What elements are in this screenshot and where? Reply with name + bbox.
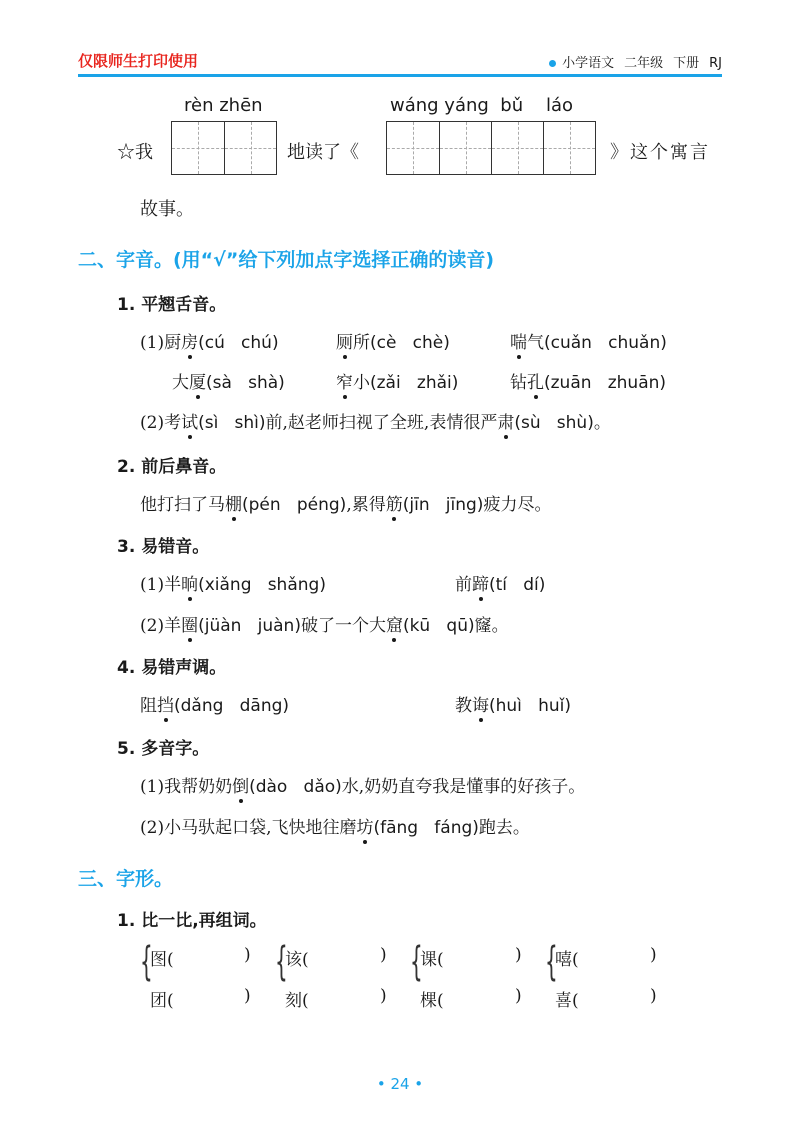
tianzige-cell[interactable] (439, 122, 491, 174)
group3-top[interactable]: 课( (420, 950, 444, 970)
dotted-char: 孔 (527, 373, 544, 393)
group4-top[interactable]: 嘻( (555, 950, 579, 970)
edition: RJ (709, 56, 722, 71)
group2-top[interactable]: 该( (285, 950, 309, 970)
s1-line2-a (172, 368, 285, 393)
pinyin-title: wáng yáng bǔ láo (390, 95, 574, 116)
tianzige-cell[interactable] (543, 122, 595, 174)
s1-line1-b (336, 328, 450, 353)
pinyin-options[interactable]: (sà shà) (206, 373, 285, 393)
pinyin-options[interactable]: (cú chú) (198, 333, 279, 353)
sentence-text: 小马驮起口袋,飞快地往磨 (164, 818, 357, 838)
brace-icon: { (545, 939, 558, 985)
char: 半 (164, 575, 182, 595)
dotted-char: 肃 (497, 413, 515, 433)
char: 阻 (140, 696, 157, 716)
s4-line1-b (455, 691, 571, 716)
volume: 下册 (673, 56, 700, 71)
brace-icon: { (410, 939, 423, 985)
pinyin-options[interactable]: (zǎi zhǎi) (370, 373, 459, 393)
brace-icon: { (140, 939, 153, 985)
dotted-char: 房 (181, 333, 199, 353)
sentence-text: 窿。 (474, 616, 509, 636)
dotted-char: 挡 (157, 696, 174, 716)
group1-bottom[interactable]: 团( (150, 991, 174, 1011)
s1-line2-c (510, 368, 666, 393)
dotted-char: 厕 (336, 333, 353, 353)
pinyin-options[interactable]: (cuǎn chuǎn) (544, 333, 667, 353)
s1-line2-b (336, 368, 458, 393)
intro-middle-text: 地读了《 (287, 142, 359, 163)
close-paren: ) (380, 945, 387, 965)
char: 教 (455, 696, 472, 716)
pinyin-options[interactable]: (sù shù) (514, 413, 594, 433)
tianzige-cell[interactable] (387, 122, 439, 174)
pinyin-options[interactable]: (jüàn juàn) (198, 616, 301, 636)
pinyin-options[interactable]: (jīn jīng) (402, 495, 484, 515)
s1-line1-c (510, 328, 667, 353)
pinyin-options[interactable]: (cè chè) (370, 333, 450, 353)
close-paren: ) (515, 986, 522, 1006)
pinyin-renzhen: rèn zhēn (184, 95, 263, 116)
char: 考 (164, 413, 182, 433)
s2-line1 (140, 490, 551, 515)
pinyin-options[interactable]: (fāng fáng) (373, 818, 479, 838)
pinyin-options[interactable]: (pén péng) (242, 495, 347, 515)
dotted-char: 倒 (232, 777, 250, 797)
s1-line3 (140, 408, 611, 433)
char: 钻 (510, 373, 527, 393)
s2-title: 2. 前后鼻音。 (117, 457, 227, 477)
close-paren: ) (244, 986, 251, 1006)
item-number: (1) (140, 777, 165, 797)
item-number: (2) (140, 413, 165, 433)
s3-compare-title: 1. 比一比,再组词。 (117, 911, 267, 931)
answer-box-2[interactable] (386, 121, 596, 175)
pinyin-options[interactable]: (dào dǎo) (249, 777, 342, 797)
bullet-icon (549, 60, 556, 67)
pinyin-options[interactable]: (kū qū) (402, 616, 475, 636)
close-paren: ) (650, 945, 657, 965)
sentence-text: 我帮奶奶 (164, 777, 233, 797)
char: 小 (353, 373, 370, 393)
char: 厨 (164, 333, 182, 353)
dotted-char: 坊 (356, 818, 374, 838)
group4-bottom[interactable]: 喜( (555, 991, 579, 1011)
group2-bottom[interactable]: 刻( (285, 991, 309, 1011)
intro-line2: 故事。 (140, 199, 194, 220)
s5-title: 5. 多音字。 (117, 739, 210, 759)
book-info (549, 52, 722, 71)
pinyin-options[interactable]: (tí dí) (489, 575, 546, 595)
char: 前 (455, 575, 472, 595)
page-number: • 24 • (376, 1075, 424, 1093)
sentence-text: 破了一个大 (300, 616, 386, 636)
tianzige-cell[interactable] (491, 122, 543, 174)
dotted-char: 喘 (510, 333, 527, 353)
group1-top[interactable]: 图( (150, 950, 174, 970)
sentence-text: 他打扫了马 (140, 495, 225, 515)
s3-line2 (140, 611, 509, 636)
dotted-char: 晌 (181, 575, 199, 595)
answer-box-1[interactable] (171, 121, 277, 175)
s1-line1 (140, 328, 279, 353)
tianzige-cell[interactable] (172, 122, 224, 174)
item-number: (2) (140, 616, 165, 636)
item-number: (1) (140, 333, 165, 353)
section3-title: 三、字形。 (78, 868, 174, 890)
grade: 二年级 (624, 56, 664, 71)
dotted-char: 圈 (181, 616, 199, 636)
char: 所 (353, 333, 370, 353)
pinyin-options[interactable]: (huì huǐ) (489, 696, 572, 716)
tianzige-cell[interactable] (224, 122, 276, 174)
dotted-char: 窄 (336, 373, 353, 393)
header-divider (78, 74, 722, 77)
s4-line1-a (140, 691, 289, 716)
print-notice: 仅限师生打印使用 (78, 52, 199, 70)
s1-title: 1. 平翘舌音。 (117, 295, 227, 315)
group3-bottom[interactable]: 棵( (420, 991, 444, 1011)
close-paren: ) (515, 945, 522, 965)
char: 大 (172, 373, 189, 393)
s3-line1-b (455, 570, 545, 595)
s5-line1 (140, 772, 585, 797)
close-paren: ) (380, 986, 387, 1006)
char: 气 (527, 333, 544, 353)
item-number: (2) (140, 818, 165, 838)
sentence-text: ,累得 (346, 495, 386, 515)
s3-title: 3. 易错音。 (117, 537, 210, 557)
brace-icon: { (275, 939, 288, 985)
intro-star-text: ☆我 (117, 142, 153, 163)
sentence-text: 水,奶奶直夸我是懂事的好孩子。 (341, 777, 586, 797)
char: 羊 (164, 616, 182, 636)
close-paren: ) (244, 945, 251, 965)
dotted-char: 诲 (472, 696, 489, 716)
subject: 小学语文 (562, 56, 615, 71)
punct: 。 (593, 413, 611, 433)
s5-line2 (140, 813, 530, 838)
dotted-char: 试 (181, 413, 199, 433)
pinyin-options[interactable]: (dǎng dāng) (174, 696, 290, 716)
pinyin-options[interactable]: (zuān zhuān) (544, 373, 667, 393)
dotted-char: 厦 (189, 373, 206, 393)
pinyin-options[interactable]: (sì shì) (198, 413, 266, 433)
intro-after-text: 》这个寓言 (610, 142, 710, 163)
item-number: (1) (140, 575, 165, 595)
close-paren: ) (650, 986, 657, 1006)
dotted-char: 棚 (225, 495, 242, 515)
pinyin-options[interactable]: (xiǎng shǎng) (198, 575, 326, 595)
sentence-text: 前,赵老师扫视了全班,表情很严 (265, 413, 498, 433)
dotted-char: 筋 (385, 495, 403, 515)
s3-line1-a (140, 570, 326, 595)
sentence-text: 疲力尽。 (483, 495, 552, 515)
sentence-text: 跑去。 (478, 818, 530, 838)
dotted-char: 蹄 (472, 575, 489, 595)
s4-title: 4. 易错声调。 (117, 658, 227, 678)
section2-title: 二、字音。(用“√”给下列加点字选择正确的读音) (78, 249, 495, 271)
dotted-char: 窟 (385, 616, 403, 636)
